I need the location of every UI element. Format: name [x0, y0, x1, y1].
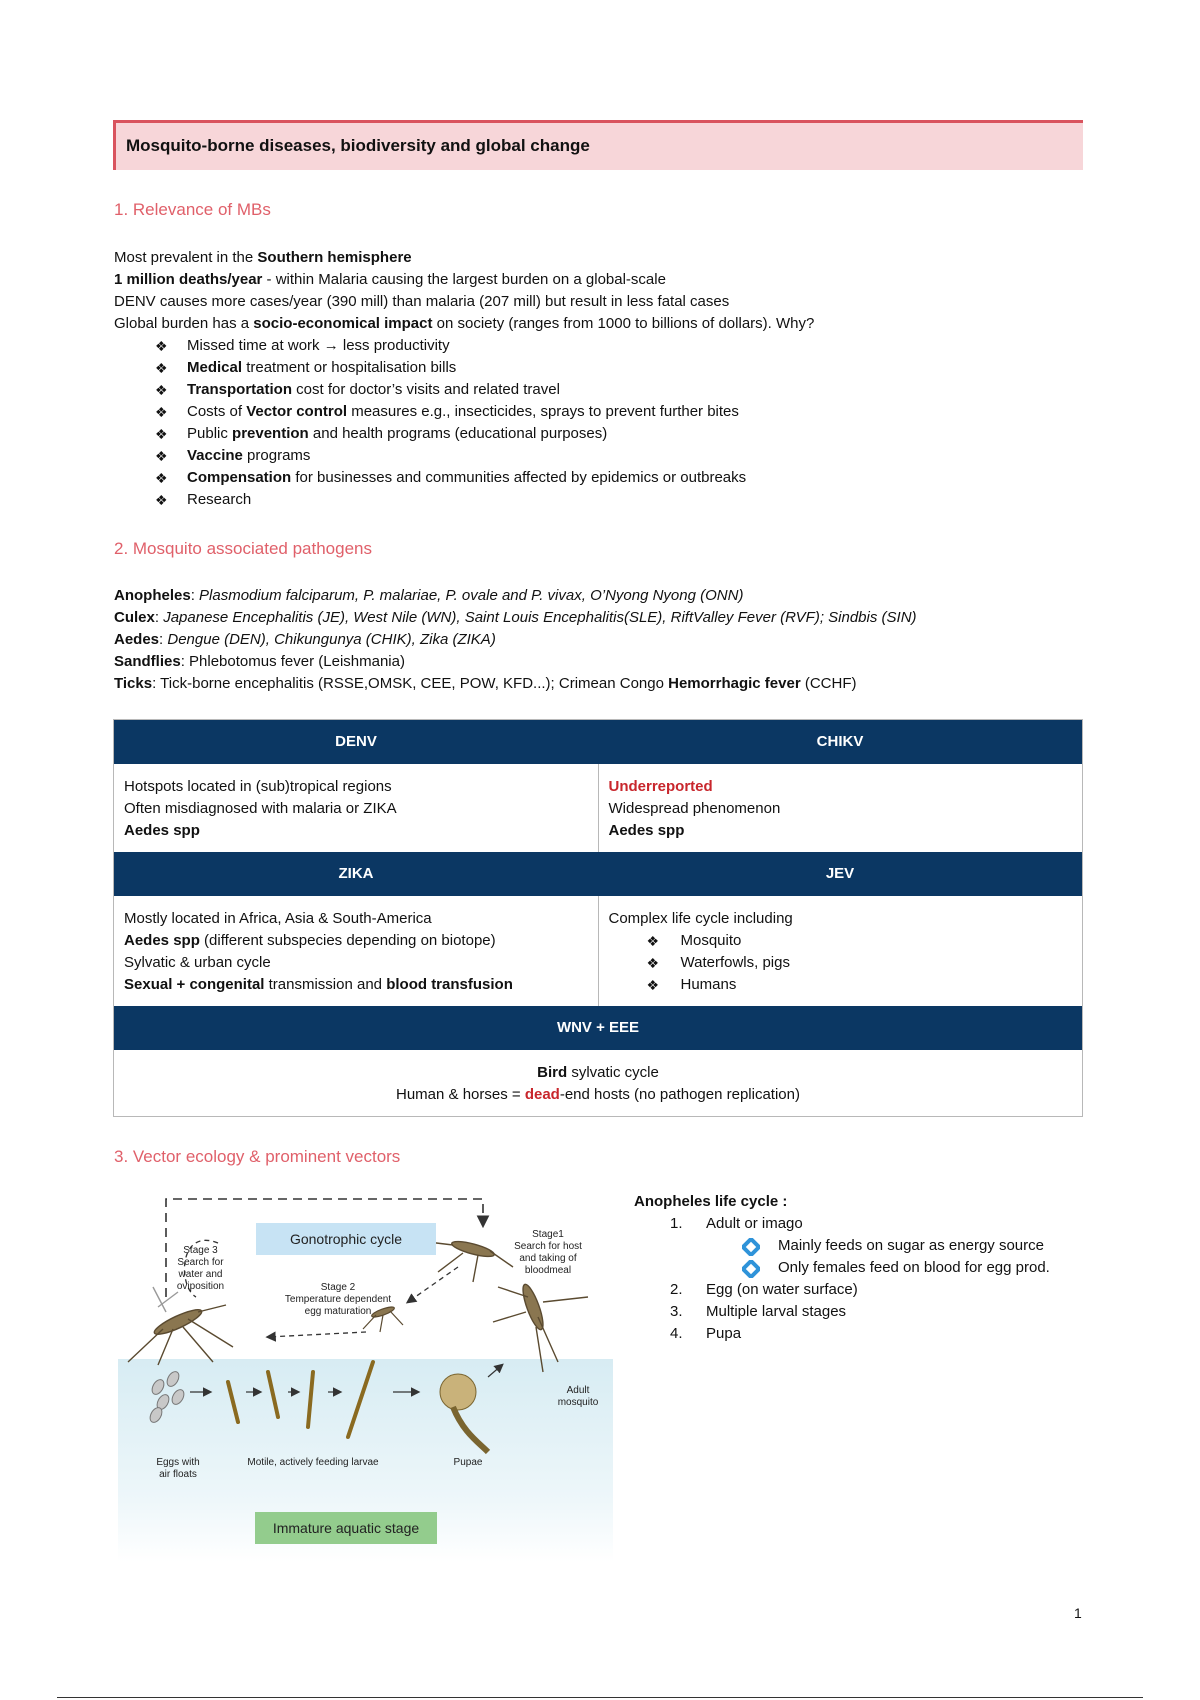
larvae-icon: [228, 1362, 373, 1437]
table-header-chikv: CHIKV: [598, 720, 1082, 764]
larvae-label: Motile, actively feeding larvae: [247, 1457, 379, 1468]
cell-line: Underreported: [608, 778, 713, 795]
list-item: 1. Adult or imago: [670, 1215, 803, 1232]
table-header-row: [114, 720, 1082, 764]
cycle-dashed-arrow: [408, 1267, 458, 1302]
anopheles-life-cycle: [634, 1191, 1050, 1345]
list-item: ❖ Missed time at work → less productivity: [155, 335, 746, 357]
cycle-dashed-arrow: [268, 1332, 366, 1337]
table-row: [114, 764, 1082, 852]
pupa-icon: [440, 1374, 488, 1452]
diamond-bullet-icon: [742, 1238, 760, 1256]
table-cell-jev: [598, 896, 1083, 1006]
table-header-denv: DENV: [114, 720, 598, 764]
immature-aquatic-stage-label: Immature aquatic stage: [255, 1512, 437, 1544]
adult-mosquito-left-icon: [128, 1287, 233, 1365]
section-heading-relevance: 1. Relevance of MBs: [114, 200, 271, 219]
eggs-icon: [148, 1370, 187, 1425]
list-item: ❖ Compensation for businesses and communities affected by epidemics or outbreaks: [155, 467, 746, 489]
relevance-line: Most prevalent in the Southern hemisphere: [114, 249, 412, 266]
list-item: ❖ Public prevention and health programs (educational purposes): [155, 423, 746, 445]
document-title-bar: [113, 120, 1083, 170]
list-item: ❖ Vaccine programs: [155, 445, 746, 467]
list-item: 3. Multiple larval stages: [670, 1303, 847, 1320]
virus-table: [113, 719, 1083, 1117]
table-cell-chikv: [598, 764, 1083, 852]
cell-line: Aedes spp: [608, 822, 685, 839]
table-row: [114, 896, 1082, 1006]
table-cell-wnv-eee: [114, 1050, 1082, 1116]
relevance-line: 1 million deaths/year - within Malaria causing the largest burden on a global-scale: [114, 271, 666, 288]
pupae-label: Pupae: [453, 1457, 483, 1468]
vector-line: Culex: Japanese Encephalitis (JE), West Nile (WN), Saint Louis Encephalitis(SLE), RiftValley Fever (RVF); Sindbis (SIN): [114, 609, 917, 626]
table-row: [114, 1050, 1082, 1116]
table-header-zika: ZIKA: [114, 852, 598, 896]
relevance-line: Global burden has a socio-economical impact on society (ranges from 1000 to billions of dollars). Why?: [114, 315, 815, 332]
table-header-wnv-eee: WNV + EEE: [114, 1006, 1082, 1050]
diamond-bullet-icon: [742, 1260, 760, 1278]
section-heading-pathogens: 2. Mosquito associated pathogens: [114, 539, 373, 558]
cell-line: Human & horses = dead-end hosts (no pathogen replication): [396, 1086, 800, 1103]
gonotrophic-cycle-label: Gonotrophic cycle: [256, 1223, 436, 1255]
vector-line: Ticks: Tick-borne encephalitis (RSSE,OMSK, CEE, POW, KFD...); Crimean Congo Hemorrhagic fever (CCHF): [114, 675, 857, 692]
page-number: 1: [1074, 1605, 1082, 1621]
adult-mosquito-right-icon: [493, 1282, 588, 1372]
cell-line: Sexual + congenital transmission and blood transfusion: [124, 976, 513, 993]
list-item: ❖ Research: [155, 489, 746, 511]
stage-arrow: [488, 1365, 502, 1377]
footer-divider: [57, 1697, 1143, 1698]
vector-pathogen-list: [114, 585, 917, 695]
eggs-label: Eggs with air floats: [156, 1457, 200, 1480]
list-item: ❖ Transportation cost for doctor’s visits and related travel: [155, 379, 746, 401]
list-item: ❖ Waterfowls, pigs: [609, 952, 1073, 974]
cell-line: Hotspots located in (sub)tropical regions: [124, 778, 392, 795]
vector-line: Aedes: Dengue (DEN), Chikungunya (CHIK), Zika (ZIKA): [114, 631, 496, 648]
relevance-line: DENV causes more cases/year (390 mill) than malaria (207 mill) but result in less fatal cases: [114, 293, 730, 310]
mosquito-life-cycle-figure: [118, 1187, 613, 1562]
list-item: ❖ Medical treatment or hospitalisation bills: [155, 357, 746, 379]
document-title: Mosquito-borne diseases, biodiversity and global change: [126, 136, 590, 155]
table-header-row: [114, 1006, 1082, 1050]
stage3-label: Stage 3 Search for water and oviposition: [176, 1245, 225, 1292]
table-header-row: [114, 852, 1082, 896]
cell-line: Mostly located in Africa, Asia & South-America: [124, 910, 432, 927]
list-item: 4. Pupa: [670, 1325, 742, 1342]
table-cell-zika: [114, 896, 598, 1006]
table-cell-denv: [114, 764, 598, 852]
cell-line: Complex life cycle including: [608, 910, 793, 927]
adult-mosquito-label: Adult mosquito: [557, 1385, 599, 1408]
stage1-label: Stage1 Search for host and taking of bloodmeal: [514, 1229, 582, 1276]
list-item: ❖ Costs of Vector control measures e.g., insecticides, sprays to prevent further bites: [155, 401, 746, 423]
cell-line: Aedes spp (different subspecies depending on biotope): [124, 932, 496, 949]
list-item: Mainly feeds on sugar as energy source: [634, 1235, 1050, 1257]
cell-line: Often misdiagnosed with malaria or ZIKA: [124, 800, 397, 817]
relevance-paragraph: [114, 247, 814, 335]
burden-bullet-list: [155, 335, 746, 511]
table-header-jev: JEV: [598, 852, 1082, 896]
cell-line: Sylvatic & urban cycle: [124, 954, 271, 971]
cell-line: Bird sylvatic cycle: [537, 1064, 659, 1081]
section-heading-vector-ecology: 3. Vector ecology & prominent vectors: [114, 1147, 401, 1166]
vector-line: Sandflies: Phlebotomus fever (Leishmania): [114, 653, 405, 670]
cell-line: Aedes spp: [124, 822, 200, 839]
vector-line: Anopheles: Plasmodium falciparum, P. malariae, P. ovale and P. vivax, O’Nyong Nyong (ONN): [114, 587, 744, 604]
list-item: ❖ Humans: [609, 974, 1073, 996]
list-item: Only females feed on blood for egg prod.: [634, 1257, 1050, 1279]
list-item: ❖ Mosquito: [609, 930, 1073, 952]
cell-line: Widespread phenomenon: [608, 800, 781, 817]
list-item: 2. Egg (on water surface): [670, 1281, 858, 1298]
life-cycle-title: Anopheles life cycle :: [634, 1193, 788, 1210]
adult-mosquito-top-icon: [428, 1238, 513, 1282]
stage2-label: Stage 2 Temperature dependent egg maturation: [284, 1282, 392, 1317]
